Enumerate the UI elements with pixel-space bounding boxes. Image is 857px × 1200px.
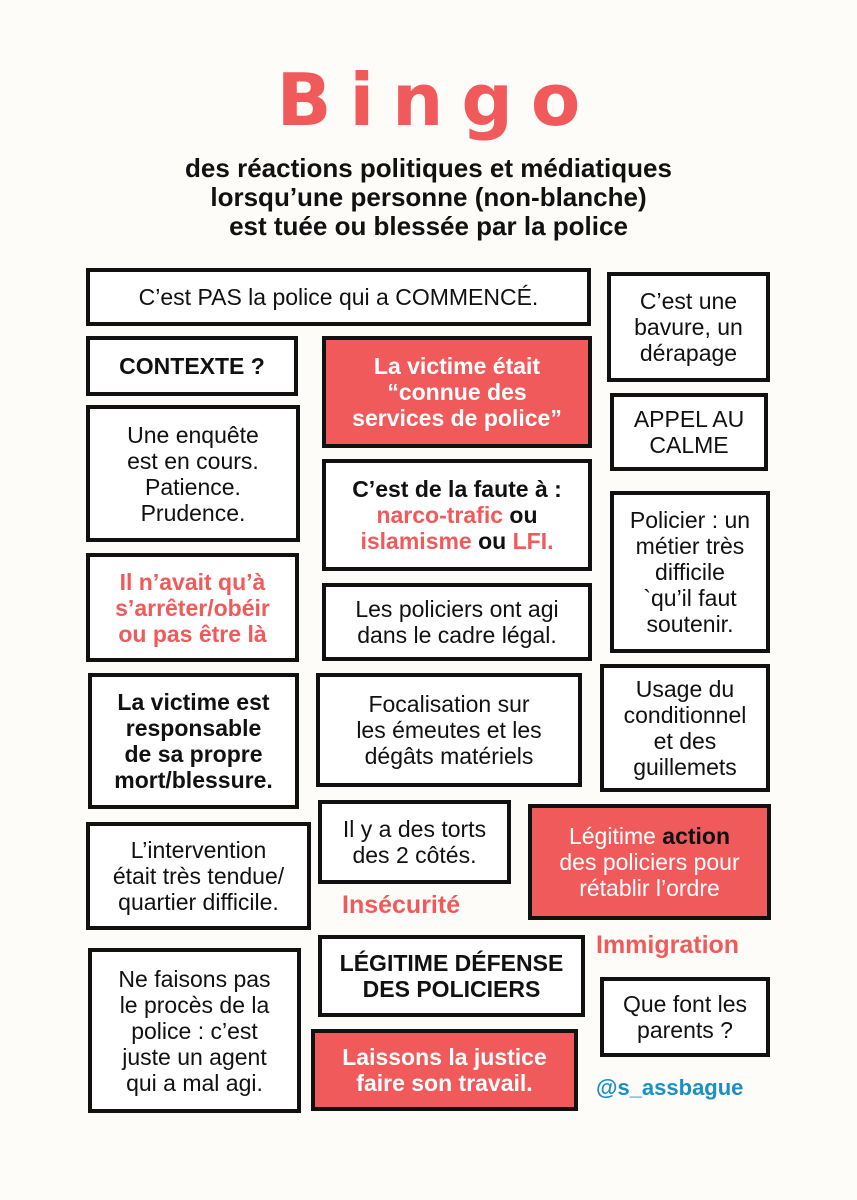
cell-text: La victime est [117, 689, 270, 715]
faute-lfi: LFI. [512, 528, 554, 554]
cell-text: CALME [649, 432, 729, 458]
cell-text: mort/blessure. [114, 767, 273, 793]
cell-text: C’est de la faute à : [352, 476, 562, 502]
cell-text: soutenir. [646, 611, 734, 637]
cell-text: rétablir l’ordre [579, 875, 720, 901]
cell-text: police : c’est [131, 1017, 258, 1044]
cell-text: responsable [125, 715, 262, 741]
cell-connue [322, 336, 592, 448]
cell-bavure [607, 272, 770, 382]
cell-text: CONTEXTE ? [119, 353, 265, 379]
subtitle [0, 154, 857, 241]
cell-text: Les policiers ont agi [355, 596, 559, 622]
cell-text: des 2 côtés. [352, 842, 477, 868]
cell-text: les émeutes et les [356, 717, 542, 743]
cell-text: Usage du [635, 676, 735, 702]
cell-text: C’est une [639, 288, 738, 314]
subtitle-line: des réactions politiques et médiatiques [185, 153, 672, 183]
cell-text: métier très [635, 533, 745, 559]
cell-faute [322, 459, 592, 571]
cell-appel-calme [610, 393, 768, 471]
faute-islamisme: islamisme [360, 528, 472, 554]
cell-text: Une enquête [127, 421, 259, 448]
cell-text: dérapage [639, 340, 738, 366]
cell-text: ou pas être là [118, 620, 267, 647]
cell-text: Patience. [145, 473, 241, 500]
cell-text: dégâts matériels [364, 743, 534, 769]
cell-contexte [86, 336, 298, 396]
cell-intervention [86, 822, 311, 930]
cell-arreter [86, 553, 299, 662]
subtitle-line: est tuée ou blessée par la police [229, 211, 628, 241]
cell-conditionnel [600, 664, 770, 792]
cell-text: C’est PAS la police qui a COMMENCÉ. [138, 284, 539, 310]
cell-torts [318, 800, 511, 884]
cell-enquete [86, 405, 300, 542]
cell-text: Que font les [622, 991, 748, 1017]
cell-text: Focalisation sur [368, 691, 530, 717]
subtitle-line: lorsqu’une personne (non-blanche) [210, 182, 647, 212]
cell-text: Laissons la justice [342, 1044, 547, 1070]
cell-responsable [88, 673, 299, 809]
cell-text: Policier : un [629, 507, 751, 533]
cell-text: est en cours. [127, 447, 259, 474]
cell-text: services de police” [352, 405, 562, 431]
faute-ou: ou [503, 502, 538, 528]
cell-text: parents ? [637, 1017, 733, 1043]
cell-cadre-legal [322, 583, 592, 661]
cell-text: juste un agent [122, 1043, 267, 1070]
cell-text: difficile [655, 559, 725, 585]
cell-text: LÉGITIME DÉFENSE [339, 950, 564, 976]
cell-text: quartier difficile. [118, 889, 279, 915]
cell-text: bavure, un [634, 314, 743, 340]
faute-ou: ou [471, 528, 513, 554]
cell-immigration: Immigration [596, 931, 740, 959]
cell-policier-metier [610, 491, 770, 653]
cell-text: La victime était [373, 353, 541, 379]
cell-insecurite: Insécurité [342, 891, 461, 919]
cell-emeutes [316, 673, 582, 787]
cell-text: `qu’il faut [643, 585, 737, 611]
cell-proces [88, 948, 301, 1113]
author-handle: @s_assbague [596, 1075, 744, 1100]
cell-text: DES POLICIERS [362, 976, 541, 1002]
bingo-title: Bingo [276, 58, 599, 142]
cell-text: Ne faisons pas [118, 965, 271, 992]
cell-parents [600, 977, 770, 1057]
action-word: action [662, 823, 731, 849]
cell-text: guillemets [633, 754, 737, 780]
cell-pas-la-police [86, 268, 591, 326]
cell-text: et des [653, 728, 717, 754]
cell-text: APPEL AU [633, 406, 745, 432]
cell-text: L’intervention [130, 837, 267, 863]
cell-text: qui a mal agi. [126, 1069, 263, 1096]
cell-text: dans le cadre légal. [357, 622, 557, 648]
cell-legitime-defense [318, 935, 585, 1017]
cell-text: s’arrêter/obéir [115, 594, 270, 621]
cell-text: faire son travail. [356, 1070, 533, 1096]
cell-text: Il y a des torts [342, 816, 487, 842]
cell-legitime-action [528, 804, 771, 920]
cell-text: Prudence. [140, 499, 246, 526]
cell-text: conditionnel [623, 702, 747, 728]
cell-text: était très tendue/ [112, 863, 285, 889]
cell-text: Légitime [568, 823, 663, 849]
cell-text: de sa propre [124, 741, 263, 767]
cell-text: “connue des [387, 379, 527, 405]
cell-justice [311, 1029, 578, 1111]
cell-text: des policiers pour [559, 849, 740, 875]
cell-text: le procès de la [119, 991, 270, 1018]
cell-text: Il n’avait qu’à [119, 568, 266, 595]
faute-narco: narco-trafic [376, 502, 504, 528]
